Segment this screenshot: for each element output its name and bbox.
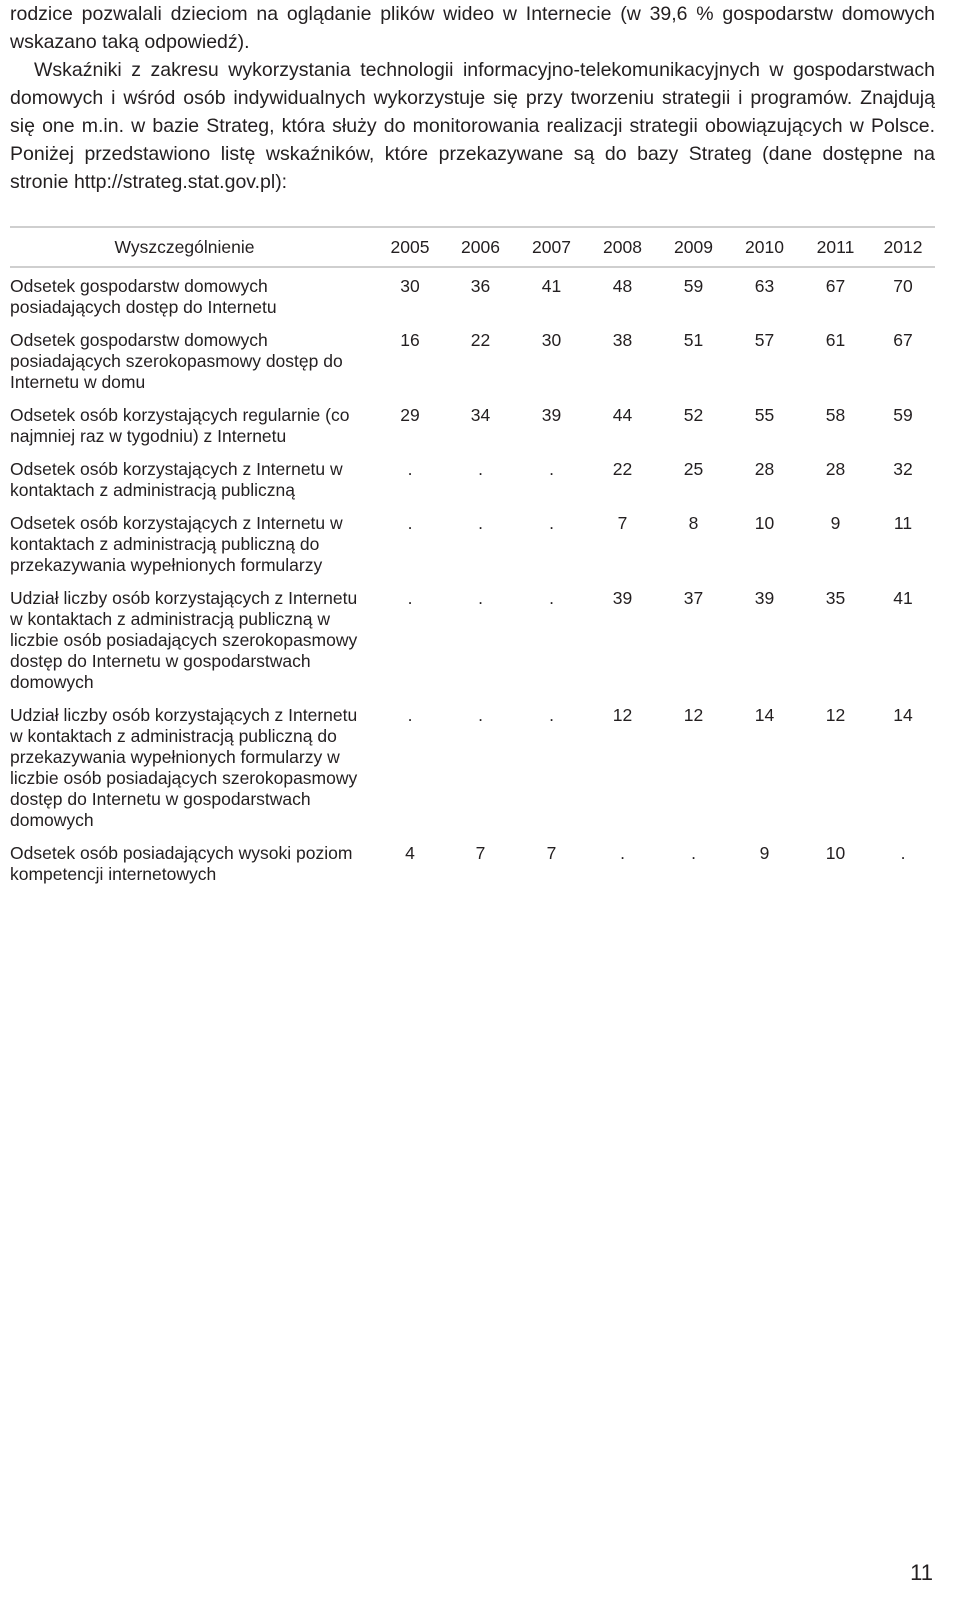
header-year: 2011 <box>816 236 855 257</box>
row-value: 30 <box>400 276 420 296</box>
table-row <box>10 588 935 705</box>
page-number: 11 <box>910 1560 933 1585</box>
table-row <box>10 330 935 405</box>
row-value: 12 <box>683 705 704 725</box>
row-value: 41 <box>541 276 562 296</box>
row-value: 30 <box>541 330 562 350</box>
row-value: 4 <box>405 843 415 863</box>
row-value: . <box>549 588 554 608</box>
row-value: . <box>407 459 413 479</box>
row-value: . <box>407 588 413 608</box>
table-row <box>10 705 935 843</box>
row-label: Odsetek gospodarstw domowych posiadających dostęp do Internetu <box>10 276 277 317</box>
row-value: 36 <box>470 276 491 296</box>
row-value: 67 <box>893 330 913 350</box>
row-value: 12 <box>612 705 633 725</box>
indicators-table-wrapper <box>10 226 935 897</box>
intro-paragraph-1: rodzice pozwalali dzieciom na oglądanie plików wideo w Internecie (w 39,6 % gospodarstw domowych wskazano taką odpowiedź). <box>10 3 935 53</box>
row-value: 70 <box>893 276 913 296</box>
row-value: 59 <box>893 405 913 425</box>
row-value: 28 <box>754 459 775 479</box>
table-body <box>10 267 935 897</box>
header-label: Wyszczególnienie <box>114 236 255 257</box>
table-row <box>10 513 935 588</box>
row-value: 48 <box>612 276 633 296</box>
row-value: 37 <box>683 588 704 608</box>
header-year: 2006 <box>461 236 500 257</box>
row-value: 39 <box>612 588 633 608</box>
row-value: 59 <box>683 276 704 296</box>
row-value: 41 <box>893 588 913 608</box>
row-value: 39 <box>754 588 775 608</box>
row-label: Odsetek osób korzystających regularnie (co najmniej raz w tygodniu) z Internetu <box>10 405 350 446</box>
row-value: 9 <box>830 513 841 533</box>
row-value: 16 <box>400 330 420 350</box>
row-value: . <box>478 705 483 725</box>
row-value: 35 <box>825 588 846 608</box>
table-row <box>10 405 935 459</box>
row-label: Odsetek gospodarstw domowych posiadających szerokopasmowy dostęp do Internetu w domu <box>10 330 343 392</box>
row-value: 12 <box>825 705 846 725</box>
row-value: 52 <box>683 405 704 425</box>
row-label: Odsetek osób posiadających wysoki poziom kompetencji internetowych <box>10 843 353 884</box>
row-value: 14 <box>754 705 775 725</box>
row-value: . <box>549 459 554 479</box>
row-value: 38 <box>612 330 633 350</box>
row-value: . <box>478 513 483 533</box>
intro-text <box>10 0 935 196</box>
row-value: . <box>478 588 483 608</box>
row-value: 7 <box>546 843 557 863</box>
table-row <box>10 267 935 330</box>
header-year: 2012 <box>883 236 923 257</box>
row-value: 10 <box>754 513 775 533</box>
row-value: 32 <box>893 459 913 479</box>
indicators-table <box>10 226 935 897</box>
row-value: . <box>407 513 413 533</box>
header-year: 2008 <box>603 236 642 257</box>
row-label: Udział liczby osób korzystających z Internetu w kontaktach z administracją publiczną do przekazywania wypełnionych formularzy w liczbie osób posiadających szerokopasmowy dostęp do Internetu w gospodarstwach domowych <box>10 705 358 830</box>
row-value: 7 <box>617 513 628 533</box>
row-value: 10 <box>825 843 846 863</box>
table-row <box>10 459 935 513</box>
row-value: 44 <box>612 405 633 425</box>
row-value: 7 <box>475 843 486 863</box>
table-row <box>10 843 935 897</box>
row-value: . <box>407 705 413 725</box>
row-label: Odsetek osób korzystających z Internetu w kontaktach z administracją publiczną <box>10 459 343 500</box>
row-label: Odsetek osób korzystających z Internetu w kontaktach z administracją publiczną do przekazywania wypełnionych formularzy <box>10 513 343 575</box>
row-value: 58 <box>825 405 846 425</box>
row-value: 28 <box>825 459 846 479</box>
row-value: 67 <box>825 276 846 296</box>
row-value: 61 <box>825 330 846 350</box>
header-year: 2005 <box>390 236 430 257</box>
row-value: 39 <box>541 405 562 425</box>
row-value: 14 <box>893 705 913 725</box>
row-value: . <box>549 705 554 725</box>
row-value: 22 <box>612 459 633 479</box>
header-year: 2010 <box>745 236 784 257</box>
row-value: 8 <box>688 513 699 533</box>
row-value: . <box>549 513 554 533</box>
row-value: 55 <box>754 405 775 425</box>
row-value: 29 <box>400 405 420 425</box>
row-value: . <box>900 843 906 863</box>
row-value: 57 <box>754 330 775 350</box>
row-value: 63 <box>754 276 775 296</box>
row-value: . <box>478 459 483 479</box>
row-value: 11 <box>893 513 913 533</box>
row-value: 51 <box>683 330 704 350</box>
header-year: 2009 <box>674 236 713 257</box>
row-label: Udział liczby osób korzystających z Internetu w kontaktach z administracją publiczną w liczbie osób posiadających szerokopasmowy dostęp do Internetu w gospodarstwach domowych <box>10 588 358 692</box>
row-value: 22 <box>470 330 491 350</box>
document-page <box>10 0 935 1609</box>
intro-paragraph-2: Wskaźniki z zakresu wykorzystania technologii informacyjno-telekomunikacyjnych w gospodarstwach domowych i wśród osób indywidualnych wykorzystuje się przy tworzeniu strategii i programów. Znajdują się one m.in. w bazie Strateg, która służy do monitorowania realizacji strategii obowiązujących w Polsce. Poniżej przedstawiono listę wskaźników, które przekazywane są do bazy Strateg (dane dostępne na stronie http://strateg.stat.gov.pl): <box>10 59 935 193</box>
row-value: 34 <box>470 405 491 425</box>
row-value: 9 <box>759 843 770 863</box>
header-year: 2007 <box>532 236 571 257</box>
row-value: . <box>620 843 625 863</box>
table-header-row <box>10 227 935 267</box>
row-value: 25 <box>683 459 704 479</box>
row-value: . <box>691 843 696 863</box>
